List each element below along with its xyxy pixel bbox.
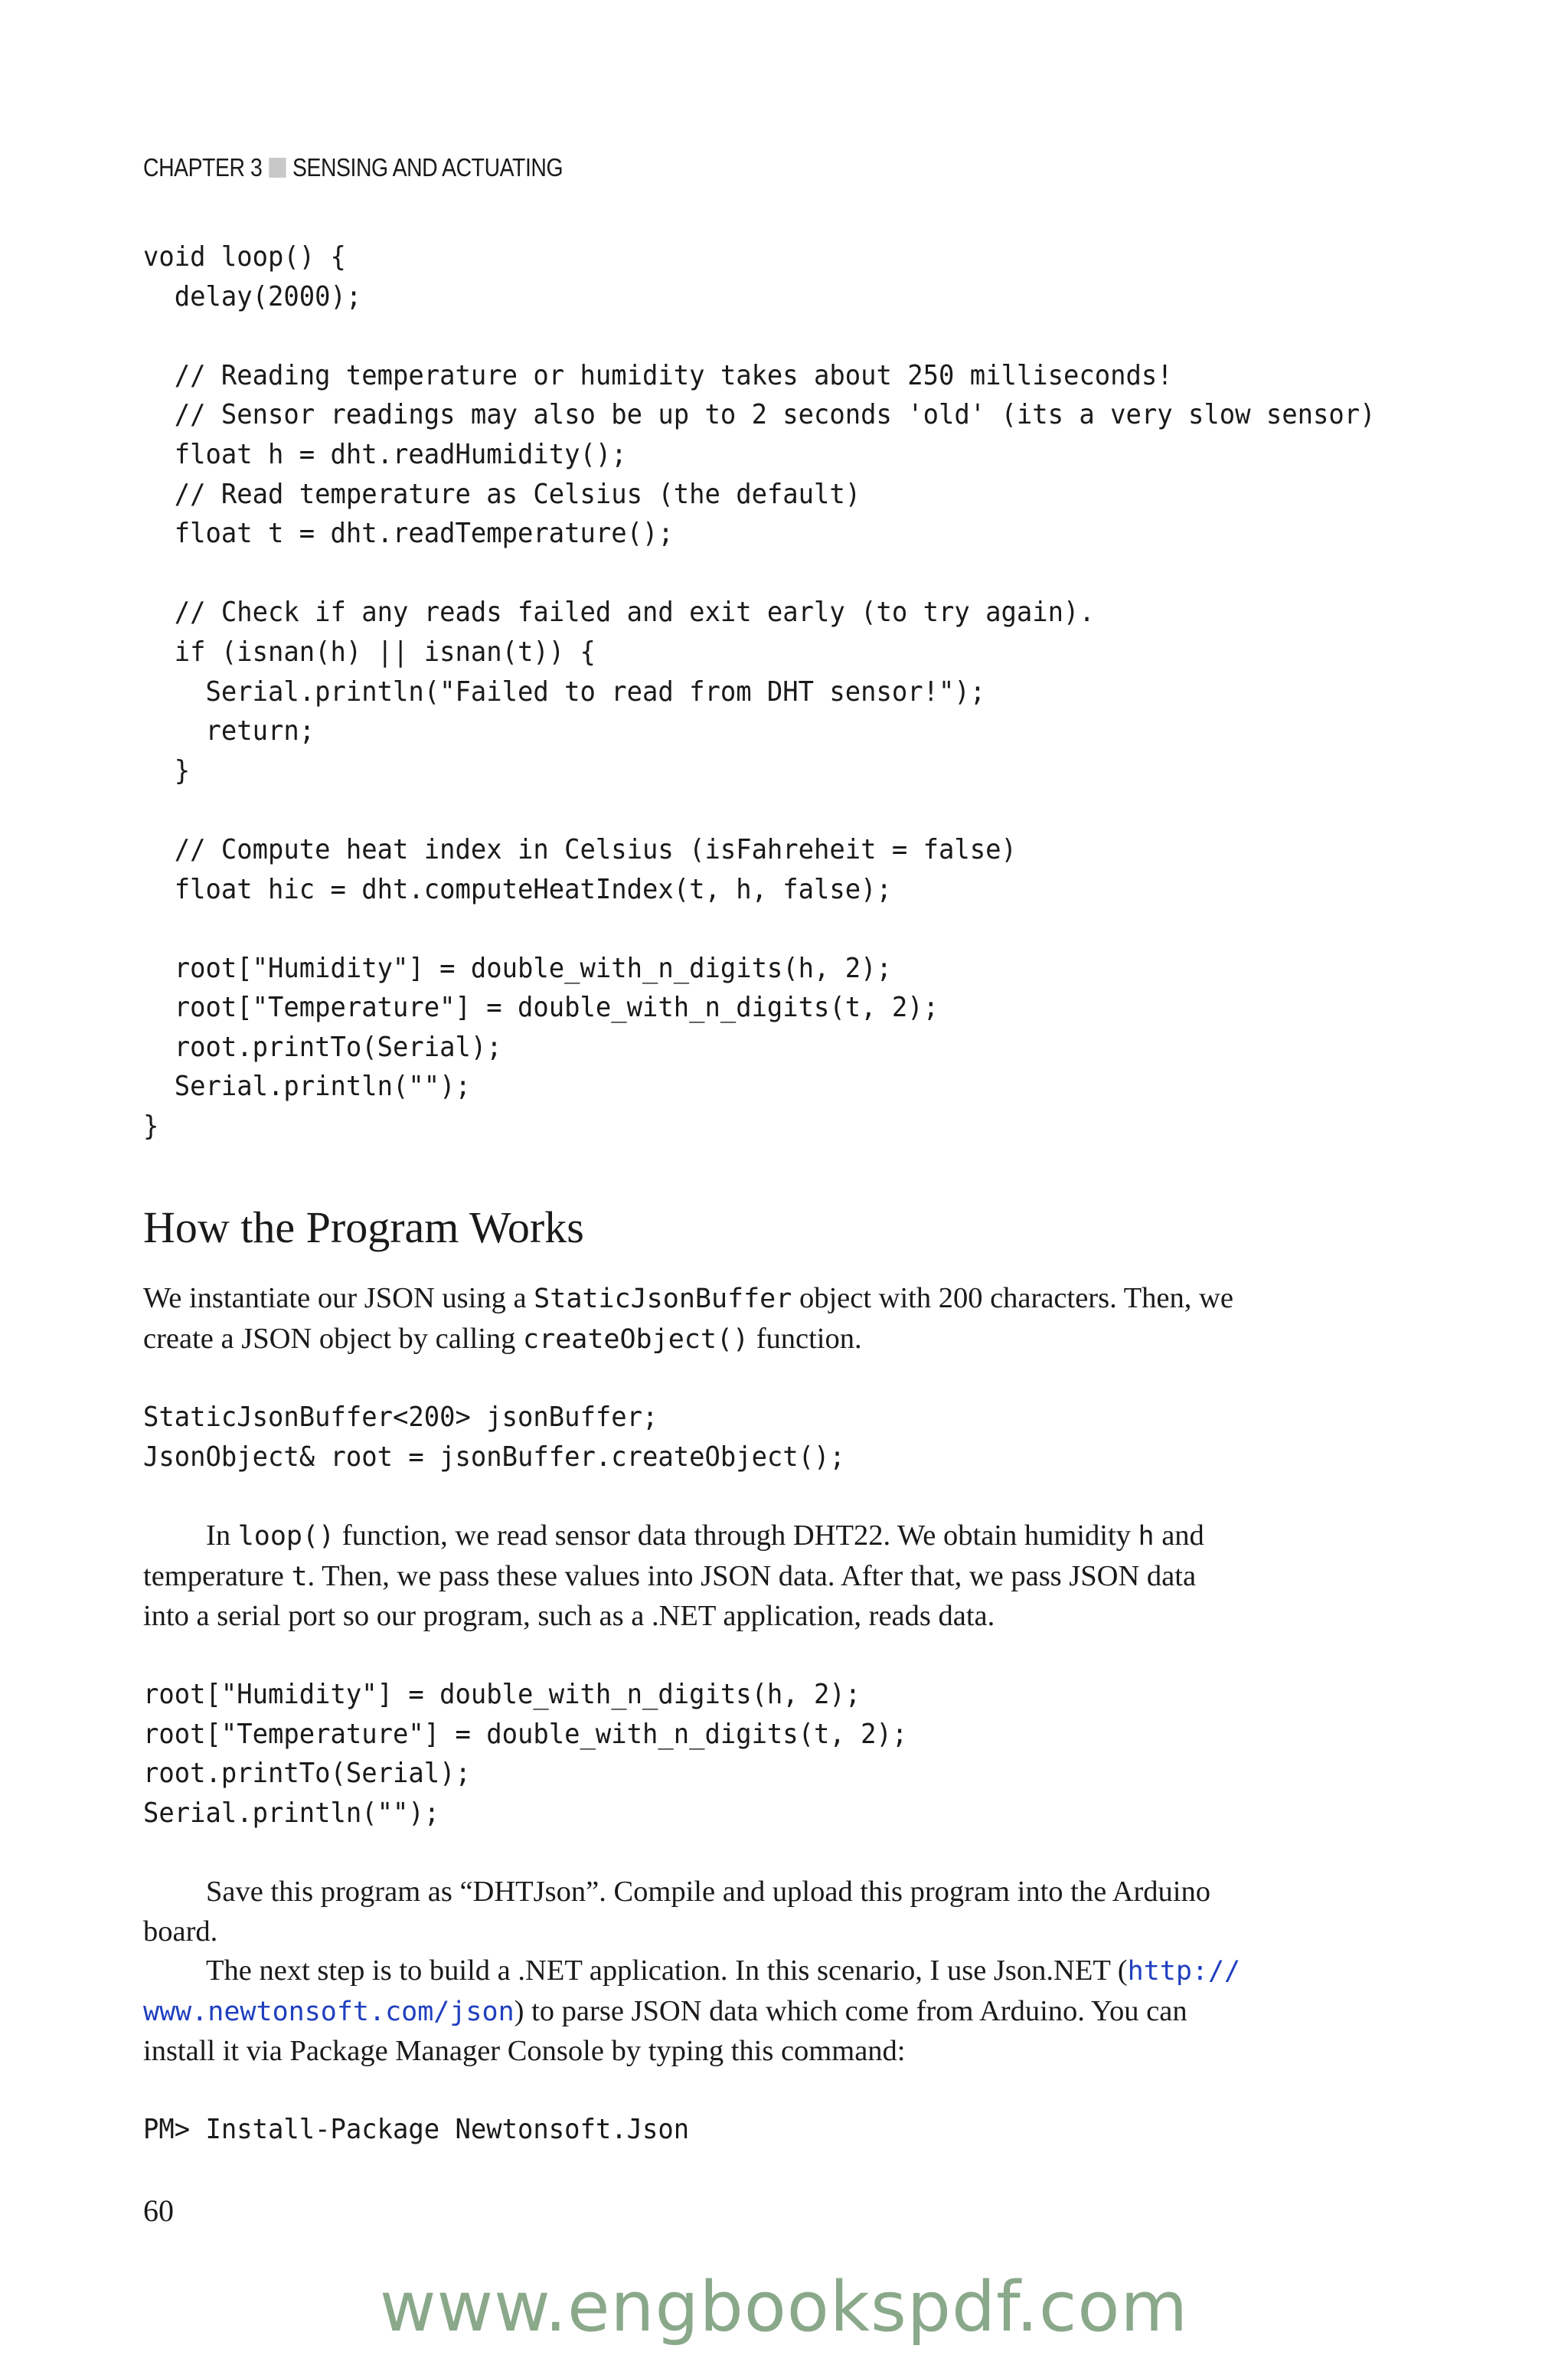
text-run: function. [749, 1322, 862, 1355]
code-line [143, 554, 1376, 594]
code-block-root [143, 1675, 907, 1833]
paragraph-next-step [143, 1951, 1368, 2072]
paragraph-save-program [143, 1873, 1368, 1951]
text-run: object with 200 characters. Then, we [792, 1282, 1233, 1314]
paragraph-loop-description [143, 1516, 1368, 1637]
code-line: root["Temperature"] = double_with_n_digits(t, 2); [143, 992, 939, 1024]
inline-code: loop() [237, 1521, 335, 1552]
text-run: ) to parse JSON data which come from Arduino. You can [514, 1994, 1187, 2027]
text-run: temperature [143, 1559, 292, 1592]
paragraph-line [143, 1951, 1368, 1992]
code-block-loop [143, 237, 1376, 1146]
code-line: float hic = dht.computeHeatIndex(t, h, false); [143, 873, 892, 905]
code-line: return; [143, 715, 315, 747]
text-run: In [206, 1519, 238, 1552]
url-link[interactable]: http:// [1127, 1956, 1241, 1987]
paragraph-line [143, 2032, 1368, 2072]
inline-code: h [1138, 1521, 1155, 1552]
code-line: PM> Install-Package Newtonsoft.Json [143, 2114, 690, 2145]
paragraph-line [143, 1516, 1368, 1557]
code-line: root.printTo(Serial); [143, 1031, 502, 1063]
code-line: // Reading temperature or humidity takes about 250 milliseconds! [143, 359, 1173, 391]
inline-code: createObject() [523, 1323, 750, 1355]
section-heading: How the Program Works [143, 1202, 584, 1252]
code-line [143, 790, 1376, 830]
code-line: Serial.println("Failed to read from DHT sensor!"); [143, 675, 986, 708]
chapter-label: CHAPTER 3 [143, 153, 263, 182]
page-number: 60 [143, 2193, 174, 2228]
paragraph-line [143, 1279, 1368, 1320]
paragraph-line: board. [143, 1915, 218, 1948]
running-header [143, 153, 563, 182]
code-line: if (isnan(h) || isnan(t)) { [143, 636, 596, 668]
text-run: and [1154, 1519, 1204, 1552]
paragraph-line [143, 1557, 1368, 1598]
code-line: } [143, 754, 191, 787]
text-run: function, we read sensor data through DHT22. We obtain humidity [335, 1519, 1138, 1552]
paragraph-line: Save this program as “DHTJson”. Compile and upload this program into the Arduino [206, 1876, 1211, 1908]
code-line: Serial.println(""); [143, 1797, 440, 1829]
code-line [143, 316, 1376, 356]
code-line: root["Humidity"] = double_with_n_digits(h, 2); [143, 1679, 861, 1710]
code-block-buffer [143, 1398, 845, 1477]
text-run: create a JSON object by calling [143, 1322, 524, 1355]
code-line: // Sensor readings may also be up to 2 seconds 'old' (its a very slow sensor) [143, 399, 1376, 431]
code-line: // Read temperature as Celsius (the default) [143, 478, 861, 510]
url-link[interactable]: www.newtonsoft.com/json [143, 1996, 514, 2027]
code-line: } [143, 1110, 159, 1143]
inline-code: t [291, 1561, 308, 1592]
text-run: into a serial port so our program, such as a .NET application, reads data. [143, 1600, 995, 1633]
code-line: StaticJsonBuffer<200> jsonBuffer; [143, 1402, 658, 1433]
watermark-url: www.engbookspdf.com [379, 2267, 1189, 2347]
paragraph-json-intro [143, 1279, 1368, 1359]
inline-code: StaticJsonBuffer [534, 1284, 792, 1314]
paragraph-line [143, 1597, 1368, 1637]
code-line: root["Humidity"] = double_with_n_digits(h, 2); [143, 952, 892, 984]
text-run: . Then, we pass these values into JSON data. After that, we pass JSON data [307, 1559, 1197, 1592]
code-line: root["Temperature"] = double_with_n_digits(t, 2); [143, 1718, 908, 1750]
text-run: The next step is to build a .NET application. In this scenario, I use Json.NET ( [206, 1954, 1128, 1987]
code-line: JsonObject& root = jsonBuffer.createObject(); [143, 1441, 845, 1473]
code-line: root.printTo(Serial); [143, 1758, 471, 1790]
code-line: Serial.println(""); [143, 1071, 471, 1103]
code-block-package-manager [143, 2110, 689, 2150]
code-line: float h = dht.readHumidity(); [143, 438, 627, 470]
header-separator-square [269, 158, 286, 178]
code-line: void loop() { [143, 241, 346, 273]
paragraph-line [143, 1320, 1368, 1360]
text-run: install it via Package Manager Console by typing this command: [143, 2035, 906, 2068]
text-run: We instantiate our JSON using a [143, 1282, 534, 1314]
code-line: float t = dht.readTemperature(); [143, 518, 674, 550]
section-label: SENSING AND ACTUATING [292, 153, 564, 182]
code-line [143, 909, 1376, 949]
paragraph-line [143, 1992, 1368, 2033]
code-line: delay(2000); [143, 280, 362, 312]
code-line: // Compute heat index in Celsius (isFahreheit = false) [143, 833, 1017, 865]
code-line: // Check if any reads failed and exit early (to try again). [143, 597, 1095, 629]
